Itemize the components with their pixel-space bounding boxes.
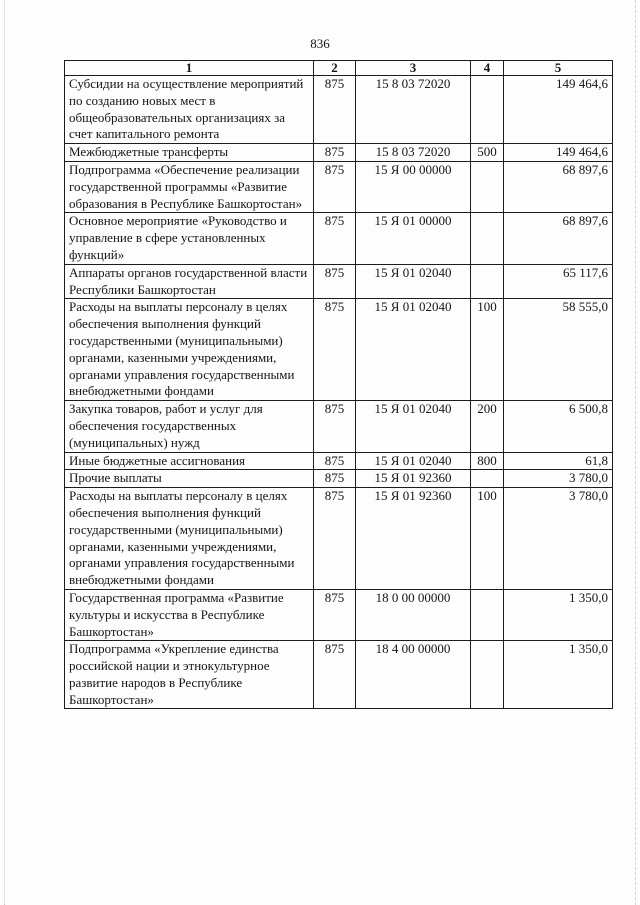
row-amount-cell: 3 780,0 [504, 488, 613, 590]
column-header-3: 3 [356, 61, 471, 76]
row-expense-type-cell: 100 [471, 299, 504, 401]
row-target-article-cell: 15 Я 01 00000 [356, 213, 471, 264]
row-expense-type-cell [471, 76, 504, 144]
row-name-cell: Подпрограмма «Обеспечение реализации государственной программы «Развитие образования в Республике Башкортостан» [65, 161, 314, 212]
row-name-cell: Расходы на выплаты персоналу в целях обеспечения выполнения функций государственными (муниципальными) органами, казенными учреждениями, органами управления государственными внебюджетными фондами [65, 488, 314, 590]
row-admin-code-cell: 875 [314, 589, 356, 640]
row-expense-type-cell: 800 [471, 452, 504, 470]
column-header-2: 2 [314, 61, 356, 76]
row-admin-code-cell: 875 [314, 144, 356, 162]
row-target-article-cell: 15 Я 01 92360 [356, 488, 471, 590]
row-name-cell: Прочие выплаты [65, 470, 314, 488]
row-target-article-cell: 15 Я 01 02040 [356, 452, 471, 470]
row-amount-cell: 3 780,0 [504, 470, 613, 488]
row-target-article-cell: 15 Я 00 00000 [356, 161, 471, 212]
table-row [65, 401, 613, 452]
row-target-article-cell: 15 8 03 72020 [356, 144, 471, 162]
page-number: 836 [310, 36, 330, 51]
row-expense-type-cell [471, 264, 504, 299]
table-row [65, 161, 613, 212]
row-admin-code-cell: 875 [314, 264, 356, 299]
row-expense-type-cell [471, 161, 504, 212]
table-row [65, 641, 613, 709]
table-row [65, 144, 613, 162]
table-row [65, 299, 613, 401]
budget-table [64, 60, 613, 709]
row-target-article-cell: 15 Я 01 02040 [356, 401, 471, 452]
row-expense-type-cell [471, 589, 504, 640]
row-target-article-cell: 15 Я 01 02040 [356, 264, 471, 299]
row-amount-cell: 149 464,6 [504, 144, 613, 162]
table-row [65, 589, 613, 640]
row-name-cell: Расходы на выплаты персоналу в целях обеспечения выполнения функций государственными (муниципальными) органами, казенными учреждениями, органами управления государственными внебюджетными фондами [65, 299, 314, 401]
row-expense-type-cell [471, 470, 504, 488]
column-header-5: 5 [504, 61, 613, 76]
column-header-4: 4 [471, 61, 504, 76]
row-expense-type-cell: 500 [471, 144, 504, 162]
row-name-cell: Иные бюджетные ассигнования [65, 452, 314, 470]
table-row [65, 76, 613, 144]
row-target-article-cell: 18 0 00 00000 [356, 589, 471, 640]
row-admin-code-cell: 875 [314, 488, 356, 590]
row-target-article-cell: 15 Я 01 02040 [356, 299, 471, 401]
row-admin-code-cell: 875 [314, 470, 356, 488]
column-header-1: 1 [65, 61, 314, 76]
row-target-article-cell: 15 Я 01 92360 [356, 470, 471, 488]
row-amount-cell: 1 350,0 [504, 589, 613, 640]
row-amount-cell: 61,8 [504, 452, 613, 470]
row-name-cell: Государственная программа «Развитие культуры и искусства в Республике Башкортостан» [65, 589, 314, 640]
row-name-cell: Субсидии на осуществление мероприятий по созданию новых мест в общеобразовательных организациях за счет капитального ремонта [65, 76, 314, 144]
row-admin-code-cell: 875 [314, 76, 356, 144]
row-name-cell: Основное мероприятие «Руководство и управление в сфере установленных функций» [65, 213, 314, 264]
row-admin-code-cell: 875 [314, 401, 356, 452]
table-row [65, 452, 613, 470]
row-admin-code-cell: 875 [314, 452, 356, 470]
row-amount-cell: 149 464,6 [504, 76, 613, 144]
scan-edge-right [635, 0, 637, 905]
row-amount-cell: 58 555,0 [504, 299, 613, 401]
row-expense-type-cell: 100 [471, 488, 504, 590]
table-row [65, 213, 613, 264]
table-header-row [65, 61, 613, 76]
row-expense-type-cell: 200 [471, 401, 504, 452]
row-expense-type-cell [471, 641, 504, 709]
table-row [65, 264, 613, 299]
row-admin-code-cell: 875 [314, 641, 356, 709]
scan-edge-left [4, 0, 6, 905]
row-expense-type-cell [471, 213, 504, 264]
table-row [65, 488, 613, 590]
row-amount-cell: 65 117,6 [504, 264, 613, 299]
table-row [65, 470, 613, 488]
row-target-article-cell: 15 8 03 72020 [356, 76, 471, 144]
row-name-cell: Аппараты органов государственной власти Республики Башкортостан [65, 264, 314, 299]
row-amount-cell: 68 897,6 [504, 161, 613, 212]
row-name-cell: Межбюджетные трансферты [65, 144, 314, 162]
row-target-article-cell: 18 4 00 00000 [356, 641, 471, 709]
row-amount-cell: 6 500,8 [504, 401, 613, 452]
row-amount-cell: 68 897,6 [504, 213, 613, 264]
table-body [65, 76, 613, 709]
table-header [65, 61, 613, 76]
row-name-cell: Закупка товаров, работ и услуг для обеспечения государственных (муниципальных) нужд [65, 401, 314, 452]
row-admin-code-cell: 875 [314, 299, 356, 401]
row-admin-code-cell: 875 [314, 213, 356, 264]
row-amount-cell: 1 350,0 [504, 641, 613, 709]
row-admin-code-cell: 875 [314, 161, 356, 212]
row-name-cell: Подпрограмма «Укрепление единства российской нации и этнокультурное развитие народов в Республике Башкортостан» [65, 641, 314, 709]
